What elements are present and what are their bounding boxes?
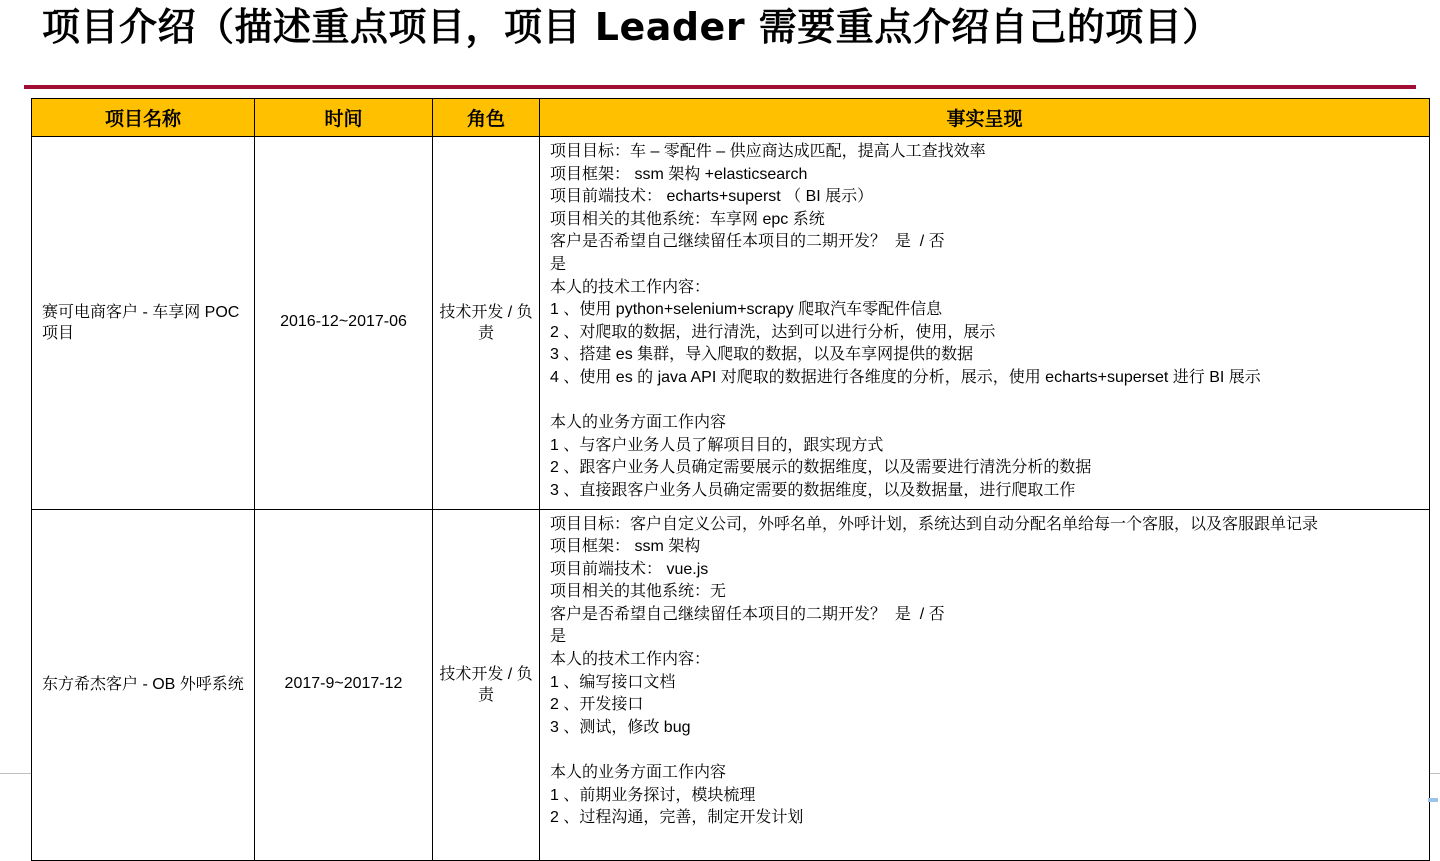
project-name-cell: 赛可电商客户 - 车享网 POC 项目 xyxy=(32,137,255,510)
header-project-name: 项目名称 xyxy=(32,99,255,137)
fact-line: 1 、使用 python+selenium+scrapy 爬取汽车零配件信息 xyxy=(550,301,943,319)
slide-title: 项目介绍（描述重点项目，项目 Leader 需要重点介绍自己的项目） xyxy=(42,5,1221,49)
fact-line: 项目目标：客户自定义公司，外呼名单，外呼计划，系统达到自动分配名单给每一个客服，以及客服跟单记录 xyxy=(550,515,1319,533)
project-time-cell: 2016-12~2017-06 xyxy=(255,137,433,510)
fact-line: 项目相关的其他系统：无 xyxy=(550,583,727,601)
project-role-cell: 技术开发 / 负责 xyxy=(433,509,540,860)
fact-line: 项目前端技术： vue.js xyxy=(550,560,709,578)
fact-line: 1 、前期业务探讨，模块梳理 xyxy=(550,786,756,804)
fact-line: 本人的技术工作内容： xyxy=(550,278,711,296)
fact-line: 项目框架： ssm 架构 xyxy=(550,538,701,556)
project-facts-cell xyxy=(540,137,1430,510)
fact-line: 客户是否希望自己继续留任本项目的二期开发？ 是 / 否 xyxy=(550,605,945,623)
header-role: 角色 xyxy=(433,99,540,137)
fact-line: 项目目标：车 – 零配件 – 供应商达成匹配，提高人工查找效率 xyxy=(550,143,986,160)
fact-line: 3 、搭建 es 集群，导入爬取的数据，以及车享网提供的数据 xyxy=(550,346,974,364)
project-table xyxy=(31,98,1430,861)
fact-line: 2 、跟客户业务人员确定需要展示的数据维度，以及需要进行清洗分析的数据 xyxy=(550,459,1092,477)
project-role-cell: 技术开发 / 负责 xyxy=(433,137,540,510)
fact-line: 本人的业务方面工作内容 xyxy=(550,764,727,782)
fact-line: 3 、测试，修改 bug xyxy=(550,718,691,736)
project-facts-cell xyxy=(540,509,1430,860)
fact-line-blank xyxy=(550,390,1419,413)
fact-line: 2 、对爬取的数据，进行清洗，达到可以进行分析，使用，展示 xyxy=(550,323,996,341)
title-divider xyxy=(24,85,1416,89)
fact-line: 1 、与客户业务人员了解项目目的，跟实现方式 xyxy=(550,436,884,454)
fact-line-blank xyxy=(550,739,1419,762)
fact-line: 项目相关的其他系统：车享网 epc 系统 xyxy=(550,210,825,228)
table-row xyxy=(32,137,1430,510)
fact-line: 3 、直接跟客户业务人员确定需要的数据维度，以及数据量，进行爬取工作 xyxy=(550,481,1076,499)
fact-line: 项目前端技术： echarts+superst （ BI 展示） xyxy=(550,188,874,206)
fact-line: 2 、过程沟通，完善，制定开发计划 xyxy=(550,809,804,827)
fact-line: 1 、编写接口文档 xyxy=(550,673,676,691)
fact-line: 是 xyxy=(550,255,567,273)
header-time: 时间 xyxy=(255,99,433,137)
fact-line: 2 、开发接口 xyxy=(550,696,644,714)
fact-line: 本人的技术工作内容： xyxy=(550,651,711,669)
header-facts: 事实呈现 xyxy=(540,99,1430,137)
fact-line: 本人的业务方面工作内容 xyxy=(550,414,727,432)
project-time-cell: 2017-9~2017-12 xyxy=(255,509,433,860)
table-row xyxy=(32,509,1430,860)
fact-line: 是 xyxy=(550,628,567,646)
slide-corner-mark xyxy=(1428,798,1438,802)
project-name-cell: 东方希杰客户 - OB 外呼系统 xyxy=(32,509,255,860)
table-header-row xyxy=(32,99,1430,137)
fact-line: 项目框架： ssm 架构 +elasticsearch xyxy=(550,165,808,183)
fact-line: 客户是否希望自己继续留任本项目的二期开发？ 是 / 否 xyxy=(550,233,945,251)
fact-line: 4 、使用 es 的 java API 对爬取的数据进行各维度的分析，展示，使用 echarts+superset 进行 BI 展示 xyxy=(550,368,1261,386)
